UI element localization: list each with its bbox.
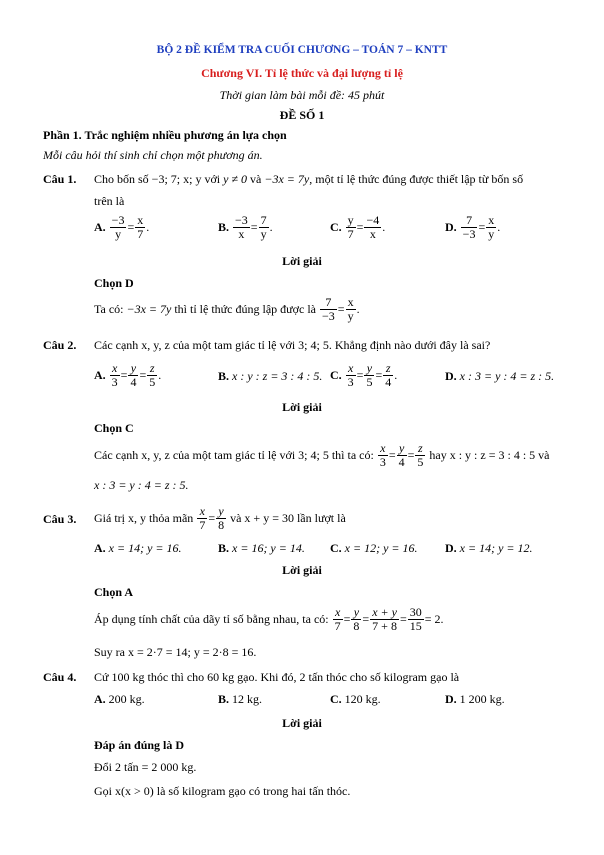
- q2-option-c[interactable]: C. $\frac{x}{3}$ = $\frac{y}{5}$ = $\frac{z}{4}$ .: [330, 361, 398, 389]
- q1-text-cont: trên là: [94, 194, 125, 208]
- q4-solution-heading: Lời giải: [282, 716, 322, 730]
- q1-option-a[interactable]: A. $\frac{-3}{y}$ = $\frac{x}{7}$ .: [94, 213, 150, 241]
- q2-solution-cont: x : 3 = y : 4 = z : 5.: [94, 478, 189, 492]
- q4-option-c[interactable]: C. 120 kg.: [330, 692, 381, 706]
- q4-option-a[interactable]: A. 200 kg.: [94, 692, 145, 706]
- q2-solution: Các cạnh x, y, z của một tam giác tỉ lệ với 3; 4; 5 thì ta có: $\frac{x}{3}$ = $\frac{y}{4}$ = $\frac{z}{5}$ hay x : y : z = 3 : 4 : 5 và: [94, 441, 550, 469]
- exam-number: ĐỀ SỐ 1: [279, 108, 325, 122]
- q2-option-a[interactable]: A. $\frac{x}{3}$ = $\frac{y}{4}$ = $\frac{z}{5}$ .: [94, 361, 162, 389]
- q1-answer: Chọn D: [94, 276, 134, 290]
- q1-label: Câu 1.: [43, 172, 77, 186]
- q2-answer: Chọn C: [94, 421, 134, 435]
- q1-text: Cho bốn số −3; 7; x; y với y ≠ 0 và −3x = 7y, một tỉ lệ thức đúng được thiết lập từ bốn số: [94, 172, 524, 186]
- q1-option-b[interactable]: B. $\frac{-3}{x}$ = $\frac{7}{y}$ .: [218, 213, 273, 241]
- q3-label: Câu 3.: [43, 512, 77, 526]
- q3-option-c[interactable]: C. x = 12; y = 16.: [330, 541, 418, 555]
- q4-option-d[interactable]: D. 1 200 kg.: [445, 692, 505, 706]
- q1-solution-heading: Lời giải: [282, 254, 322, 268]
- q3-solution: Áp dụng tính chất của dãy tỉ số bằng nhau, ta có: $\frac{x}{7}$ = $\frac{y}{8}$ = $\frac{x + y}{7 + 8}$ = $\frac{30}{15}$ = 2.: [94, 605, 444, 633]
- time-note: Thời gian làm bài mỗi đề: 45 phút: [219, 88, 385, 102]
- q3-option-b[interactable]: B. x = 16; y = 14.: [218, 541, 305, 555]
- q4-answer: Đáp án đúng là D: [94, 738, 185, 752]
- part1-note: Mỗi câu hỏi thí sinh chỉ chọn một phương án.: [43, 148, 263, 162]
- q3-option-a[interactable]: A. x = 14; y = 16.: [94, 541, 182, 555]
- q3-solution-cont: Suy ra x = 2·7 = 14; y = 2·8 = 16.: [94, 645, 257, 659]
- q2-text: Các cạnh x, y, z của một tam giác tỉ lệ với 3; 4; 5. Khẳng định nào dưới đây là sai?: [94, 338, 491, 352]
- part1-title: Phần 1. Trắc nghiệm nhiều phương án lựa chọn: [43, 128, 287, 142]
- q2-solution-heading: Lời giải: [282, 400, 322, 414]
- q4-option-b[interactable]: B. 12 kg.: [218, 692, 263, 706]
- q4-solution: Đổi 2 tấn = 2 000 kg.: [94, 760, 197, 774]
- q1-option-d[interactable]: D. $\frac{7}{-3}$ = $\frac{x}{y}$ .: [445, 213, 501, 241]
- q2-option-d[interactable]: D. x : 3 = y : 4 = z : 5.: [445, 369, 555, 383]
- q3-option-d[interactable]: D. x = 14; y = 12.: [445, 541, 533, 555]
- q1-solution: Ta có: −3x = 7y thì tỉ lệ thức đúng lập được là $\frac{7}{-3}$ = $\frac{x}{y}$ .: [94, 295, 360, 323]
- q2-option-b[interactable]: B. x : y : z = 3 : 4 : 5.: [218, 369, 323, 383]
- q4-label: Câu 4.: [43, 670, 77, 684]
- q3-text: Giá trị x, y thỏa mãn $\frac{x}{7}$ = $\frac{y}{8}$ và x + y = 30 lần lượt là: [94, 504, 346, 532]
- q1-option-c[interactable]: C. $\frac{y}{7}$ = $\frac{-4}{x}$ .: [330, 213, 386, 241]
- q3-answer: Chọn A: [94, 585, 134, 599]
- chapter-title: Chương VI. Tỉ lệ thức và đại lượng tỉ lệ: [201, 66, 403, 80]
- document-title: BỘ 2 ĐỀ KIỂM TRA CUỐI CHƯƠNG – TOÁN 7 – KNTT: [156, 44, 448, 56]
- q2-label: Câu 2.: [43, 338, 77, 352]
- q3-solution-heading: Lời giải: [282, 563, 322, 577]
- q4-solution-cont: Gọi x(x > 0) là số kilogram gạo có trong hai tấn thóc.: [94, 784, 351, 798]
- q4-text: Cứ 100 kg thóc thì cho 60 kg gạo. Khi đó, 2 tấn thóc cho số kilogram gạo là: [94, 670, 460, 684]
